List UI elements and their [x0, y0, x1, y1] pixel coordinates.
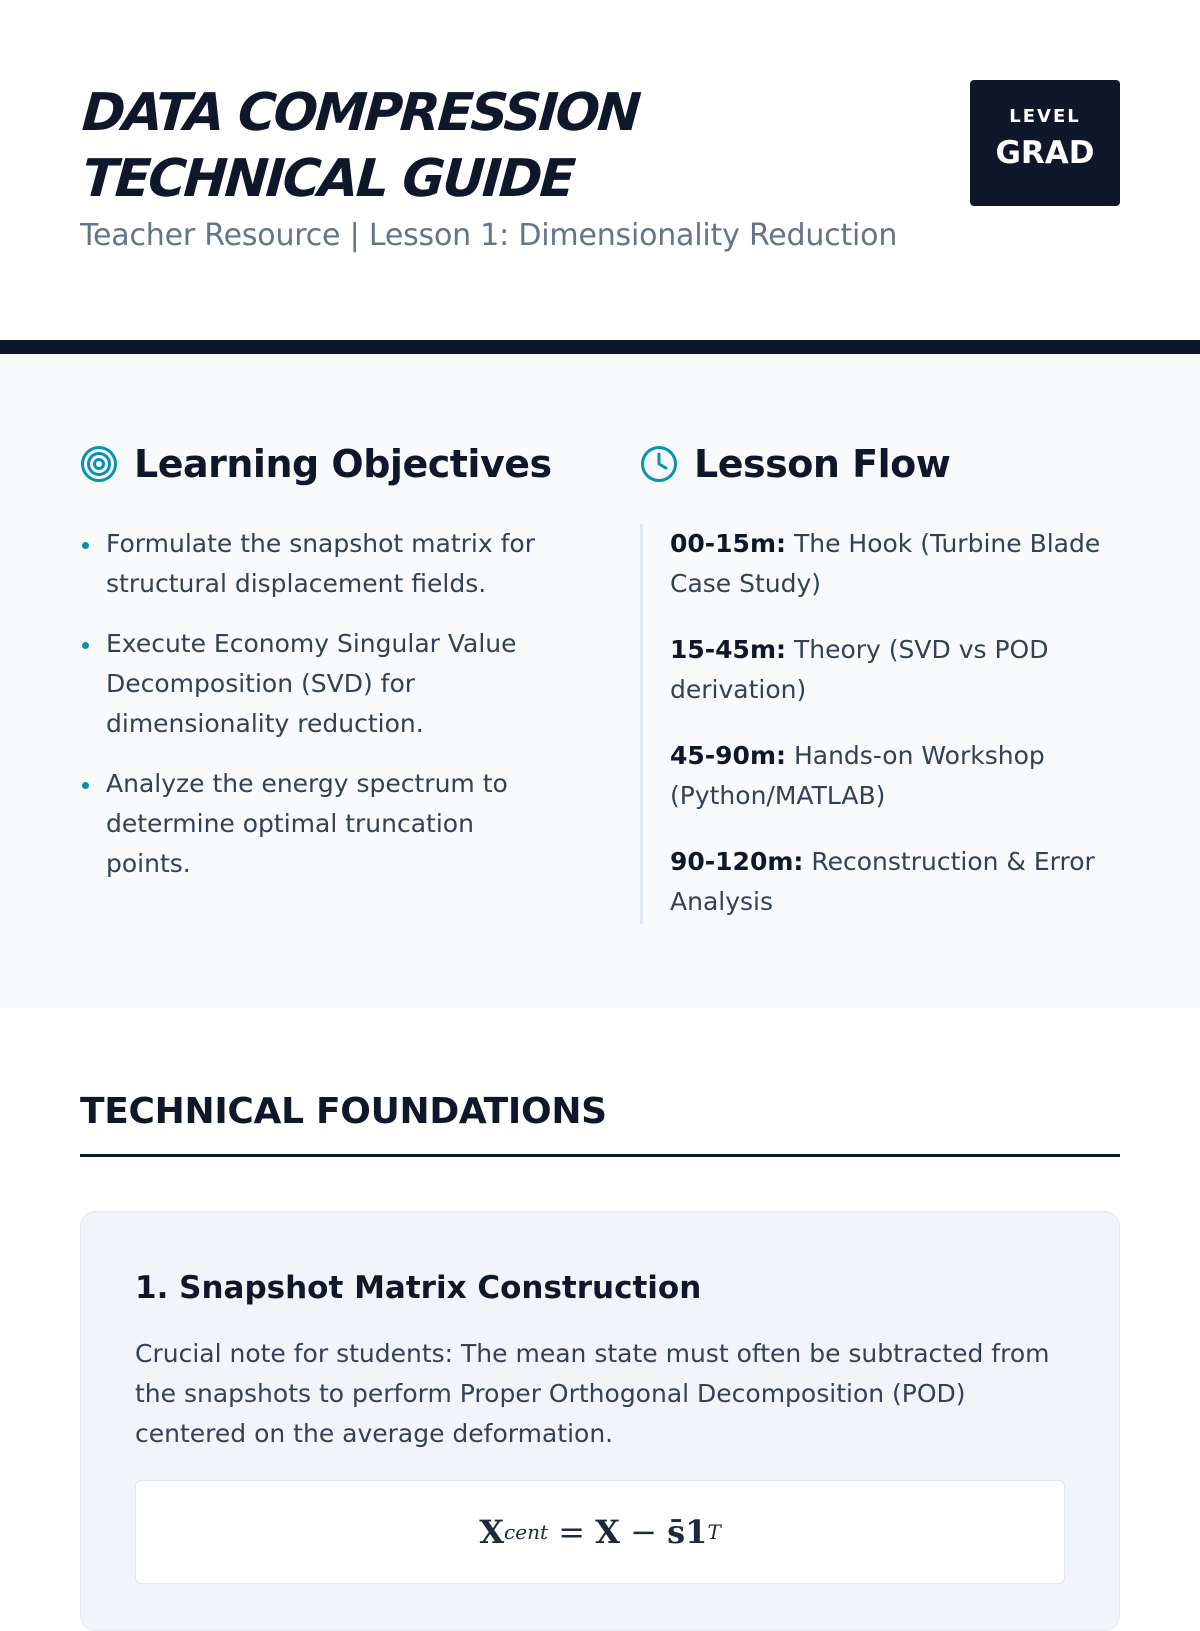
objectives-list [80, 524, 560, 884]
level-value: GRAD [995, 135, 1095, 171]
flow-time: 00-15m: [670, 529, 787, 558]
card-text: Crucial note for students: The mean state must often be subtracted from the snapshots to perform Proper Orthogonal Decomposition (POD) centered on the average deformation. [135, 1339, 1050, 1448]
page-subtitle: Teacher Resource | Lesson 1: Dimensionality Reduction [80, 218, 898, 253]
level-label: LEVEL [1009, 106, 1081, 127]
header-divider [0, 340, 1200, 354]
objectives-heading-text: Learning Objectives [134, 442, 552, 486]
flow-section [640, 438, 1120, 924]
flow-time: 45-90m: [670, 741, 787, 770]
objectives-section [80, 438, 560, 904]
flow-heading [640, 438, 1120, 490]
technical-foundations [80, 1090, 1120, 1631]
flow-time: 15-45m: [670, 635, 787, 664]
flow-time: 90-120m: [670, 847, 804, 876]
level-badge [970, 80, 1120, 206]
flow-item [670, 630, 1120, 710]
objective-item: Execute Economy Singular Value Decomposition (SVD) for dimensionality reduction. [80, 624, 560, 744]
formula-rhs-sup: T [707, 1520, 721, 1544]
formula-rhs-b: s̄1 [667, 1513, 708, 1551]
formula-rhs-a: X [595, 1513, 620, 1551]
snapshot-card [80, 1211, 1120, 1631]
flow-text: The Hook (Turbine Blade Case Study) [670, 529, 1101, 598]
title-line-2: TECHNICAL GUIDE [80, 149, 576, 209]
objectives-heading [80, 438, 560, 490]
flow-item [670, 524, 1120, 604]
target-icon [80, 445, 118, 483]
objective-item: Formulate the snapshot matrix for structural displacement fields. [80, 524, 560, 604]
flow-text: Theory (SVD vs POD derivation) [670, 635, 1049, 704]
clock-icon [640, 445, 678, 483]
page-title [80, 80, 1120, 212]
flow-text: Hands-on Workshop (Python/MATLAB) [670, 741, 1045, 810]
flow-text: Reconstruction & Error Analysis [670, 847, 1095, 916]
flow-item [670, 842, 1120, 922]
card-title: 1. Snapshot Matrix Construction [135, 1270, 702, 1306]
formula-equals: = [558, 1513, 585, 1551]
flow-heading-text: Lesson Flow [694, 442, 951, 486]
flow-timeline [640, 524, 1120, 924]
title-line-1: DATA COMPRESSION [80, 83, 641, 143]
lesson-overview [0, 354, 1200, 1008]
formula-lhs: X [479, 1513, 505, 1551]
formula-minus: − [630, 1513, 657, 1551]
objective-item: Analyze the energy spectrum to determine optimal truncation points. [80, 764, 560, 884]
formula-lhs-sub: cent [504, 1520, 549, 1544]
flow-item [670, 736, 1120, 816]
formula-box [135, 1480, 1065, 1584]
page-header [0, 0, 1200, 340]
technical-heading: TECHNICAL FOUNDATIONS [80, 1090, 1120, 1157]
